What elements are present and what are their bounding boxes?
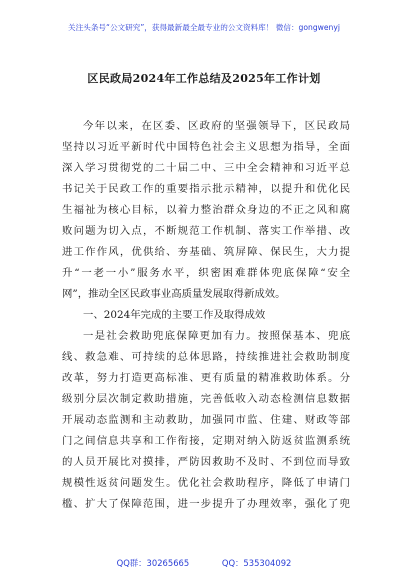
document-title: 区民政局2024年工作总结及2025年工作计划 [87, 72, 321, 85]
section-heading: 一、2024年完成的主要工作及取得成效 [83, 309, 266, 321]
paragraph-line: 的人员开展比对摸排，严防因救助不及时、不到位而导致 [62, 456, 350, 468]
paragraph-line: 升“一老一小”服务水平，织密困难群体兜底保障“安全 [62, 267, 350, 279]
footer-qq-group: QQ群：30265665 [116, 558, 190, 568]
paragraph-line: 开展动态监测和主动救助，加强同市监、住建、财政等部 [62, 414, 350, 426]
paragraph-line: 线、救急难、可持续的总体思路，持续推进社会救助制度 [62, 351, 350, 363]
paragraph-line: 槛、扩大了保障范围，进一步提升了办理效率，强化了兜 [62, 498, 350, 510]
paragraph-line: 败问题为切入点，不断规范工作机制、落实工作举措、改 [62, 225, 350, 237]
paragraph-line: 深入学习贯彻党的二十届二中、三中全会精神和习近平总 [62, 162, 350, 174]
header-banner: 关注头条号“公文研究”，获得最新最全最专业的公文资料库！ 微信：gongwenyj [68, 23, 340, 32]
document-body [62, 116, 350, 515]
footer-contact [0, 557, 408, 569]
paragraph-line: 级别分层次制定救助措施，完善低收入动态检测信息数据 [62, 393, 350, 405]
paragraph-line: 坚持以习近平新时代中国特色社会主义思想为指导，全面 [62, 141, 350, 153]
paragraph-line: 改革，努力打造更高标准、更有质量的精准救助体系。分 [62, 372, 350, 384]
paragraph-line: 今年以来，在区委、区政府的坚强领导下，区民政局 [83, 120, 350, 132]
paragraph-line: 规模性返贫问题发生。优化社会救助程序，降低了申请门 [62, 477, 350, 489]
paragraph-line: 进工作作风，优供给、夯基础、筑屏障、保民生，大力提 [62, 246, 350, 258]
paragraph-line: 书记关于民政工作的重要指示批示精神，以提升和优化民 [62, 183, 350, 195]
paragraph-line: 生福祉为核心目标，以着力整治群众身边的不正之风和腐 [62, 204, 350, 216]
paragraph-line: 网”，推动全区民政事业高质量发展取得新成效。 [62, 288, 286, 300]
footer-qq-number: QQ：535304092 [221, 558, 292, 568]
paragraph-line: 门之间信息共享和工作衔接，定期对纳入防返贫监测系统 [62, 435, 350, 447]
paragraph-line: 一是社会救助兜底保障更加有力。按照保基本、兜底 [83, 330, 350, 342]
